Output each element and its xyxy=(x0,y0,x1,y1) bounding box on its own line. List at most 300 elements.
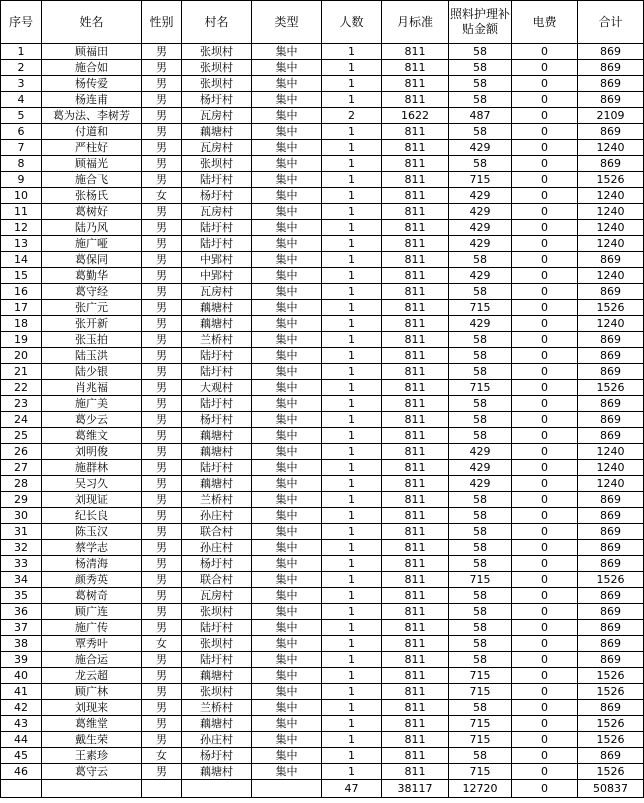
cell-type: 集中 xyxy=(252,700,322,716)
cell-count: 1 xyxy=(322,540,382,556)
cell-monthly-standard: 811 xyxy=(382,620,449,636)
cell-village: 藕塘村 xyxy=(182,316,252,332)
cell-village: 张坝村 xyxy=(182,684,252,700)
cell-total: 1526 xyxy=(578,716,644,732)
cell-gender: 男 xyxy=(142,524,182,540)
cell-village: 藕塘村 xyxy=(182,716,252,732)
cell-total: 1240 xyxy=(578,316,644,332)
cell-electricity: 0 xyxy=(512,124,578,140)
cell-count: 1 xyxy=(322,300,382,316)
cell-monthly-standard: 811 xyxy=(382,492,449,508)
table-row xyxy=(1,60,644,76)
header-count: 人数 xyxy=(322,1,382,44)
cell-care-subsidy: 715 xyxy=(449,716,512,732)
cell-monthly-standard: 811 xyxy=(382,508,449,524)
table-row xyxy=(1,300,644,316)
cell-total: 1240 xyxy=(578,220,644,236)
cell-village: 中郢村 xyxy=(182,268,252,284)
cell-monthly-standard: 811 xyxy=(382,380,449,396)
cell-count: 1 xyxy=(322,380,382,396)
cell-seq: 10 xyxy=(1,188,42,204)
cell-village: 陆圩村 xyxy=(182,172,252,188)
cell-name: 覃秀叶 xyxy=(42,636,142,652)
cell-total: 1240 xyxy=(578,140,644,156)
cell-electricity: 0 xyxy=(512,204,578,220)
cell-name: 陆玉洪 xyxy=(42,348,142,364)
cell-care-subsidy: 58 xyxy=(449,364,512,380)
cell-village: 陆圩村 xyxy=(182,396,252,412)
cell-total: 869 xyxy=(578,700,644,716)
cell-name: 施合飞 xyxy=(42,172,142,188)
total-care-subsidy: 12720 xyxy=(449,780,512,798)
cell-monthly-standard: 811 xyxy=(382,572,449,588)
cell-name: 陈玉汉 xyxy=(42,524,142,540)
cell-type: 集中 xyxy=(252,364,322,380)
cell-gender: 男 xyxy=(142,332,182,348)
cell-village: 张坝村 xyxy=(182,76,252,92)
cell-total: 1240 xyxy=(578,188,644,204)
cell-electricity: 0 xyxy=(512,140,578,156)
table-row xyxy=(1,380,644,396)
cell-gender: 男 xyxy=(142,700,182,716)
cell-care-subsidy: 58 xyxy=(449,556,512,572)
cell-total: 869 xyxy=(578,492,644,508)
table-row xyxy=(1,652,644,668)
cell-name: 颜秀英 xyxy=(42,572,142,588)
header-seq: 序号 xyxy=(1,1,42,44)
table-row xyxy=(1,316,644,332)
header-electricity: 电费 xyxy=(512,1,578,44)
table-row xyxy=(1,252,644,268)
cell-type: 集中 xyxy=(252,236,322,252)
cell-count: 1 xyxy=(322,364,382,380)
cell-type: 集中 xyxy=(252,748,322,764)
cell-electricity: 0 xyxy=(512,172,578,188)
cell-type: 集中 xyxy=(252,76,322,92)
cell-gender: 男 xyxy=(142,380,182,396)
cell-name: 葛守经 xyxy=(42,284,142,300)
cell-gender: 男 xyxy=(142,732,182,748)
cell-care-subsidy: 58 xyxy=(449,412,512,428)
cell-count: 1 xyxy=(322,508,382,524)
cell-name: 顾广林 xyxy=(42,684,142,700)
cell-monthly-standard: 811 xyxy=(382,732,449,748)
cell-care-subsidy: 58 xyxy=(449,44,512,60)
cell-type: 集中 xyxy=(252,92,322,108)
cell-village: 藕塘村 xyxy=(182,124,252,140)
cell-village: 藕塘村 xyxy=(182,668,252,684)
cell-name: 肖兆福 xyxy=(42,380,142,396)
cell-electricity: 0 xyxy=(512,108,578,124)
cell-village: 藕塘村 xyxy=(182,428,252,444)
cell-total: 1526 xyxy=(578,172,644,188)
cell-village: 大观村 xyxy=(182,380,252,396)
cell-electricity: 0 xyxy=(512,620,578,636)
cell-seq: 16 xyxy=(1,284,42,300)
cell-village: 陆圩村 xyxy=(182,460,252,476)
cell-seq: 13 xyxy=(1,236,42,252)
cell-care-subsidy: 715 xyxy=(449,764,512,780)
cell-name: 葛维堂 xyxy=(42,716,142,732)
cell-care-subsidy: 715 xyxy=(449,732,512,748)
cell-total: 869 xyxy=(578,412,644,428)
cell-care-subsidy: 58 xyxy=(449,428,512,444)
cell-seq: 38 xyxy=(1,636,42,652)
header-total: 合计 xyxy=(578,1,644,44)
cell-monthly-standard: 811 xyxy=(382,364,449,380)
cell-name: 刘现来 xyxy=(42,700,142,716)
cell-name: 施广哑 xyxy=(42,236,142,252)
cell-total: 2109 xyxy=(578,108,644,124)
cell-village: 杨圩村 xyxy=(182,188,252,204)
cell-electricity: 0 xyxy=(512,380,578,396)
cell-type: 集中 xyxy=(252,332,322,348)
cell-village: 陆圩村 xyxy=(182,652,252,668)
table-row xyxy=(1,348,644,364)
cell-total: 1526 xyxy=(578,572,644,588)
cell-gender: 男 xyxy=(142,668,182,684)
cell-village: 瓦房村 xyxy=(182,204,252,220)
cell-count: 1 xyxy=(322,684,382,700)
cell-count: 1 xyxy=(322,476,382,492)
cell-count: 1 xyxy=(322,76,382,92)
cell-electricity: 0 xyxy=(512,92,578,108)
cell-gender: 男 xyxy=(142,412,182,428)
cell-village: 张坝村 xyxy=(182,60,252,76)
cell-monthly-standard: 811 xyxy=(382,556,449,572)
cell-count: 1 xyxy=(322,348,382,364)
cell-electricity: 0 xyxy=(512,572,578,588)
cell-electricity: 0 xyxy=(512,44,578,60)
table-row xyxy=(1,684,644,700)
table-row xyxy=(1,92,644,108)
cell-name: 施群林 xyxy=(42,460,142,476)
cell-type: 集中 xyxy=(252,652,322,668)
cell-seq: 20 xyxy=(1,348,42,364)
cell-seq: 1 xyxy=(1,44,42,60)
cell-monthly-standard: 811 xyxy=(382,188,449,204)
cell-total: 869 xyxy=(578,652,644,668)
cell-count: 1 xyxy=(322,588,382,604)
cell-gender: 男 xyxy=(142,396,182,412)
cell-type: 集中 xyxy=(252,412,322,428)
cell-care-subsidy: 429 xyxy=(449,188,512,204)
cell-seq: 37 xyxy=(1,620,42,636)
cell-monthly-standard: 1622 xyxy=(382,108,449,124)
cell-monthly-standard: 811 xyxy=(382,332,449,348)
cell-care-subsidy: 58 xyxy=(449,284,512,300)
cell-seq: 29 xyxy=(1,492,42,508)
cell-total: 869 xyxy=(578,396,644,412)
cell-name: 陆乃风 xyxy=(42,220,142,236)
cell-monthly-standard: 811 xyxy=(382,44,449,60)
cell-name: 张杨氏 xyxy=(42,188,142,204)
cell-gender: 男 xyxy=(142,108,182,124)
cell-electricity: 0 xyxy=(512,60,578,76)
cell-type: 集中 xyxy=(252,348,322,364)
cell-total: 1240 xyxy=(578,268,644,284)
cell-seq: 28 xyxy=(1,476,42,492)
cell-electricity: 0 xyxy=(512,604,578,620)
cell-type: 集中 xyxy=(252,300,322,316)
cell-electricity: 0 xyxy=(512,748,578,764)
cell-gender: 男 xyxy=(142,428,182,444)
cell-total: 869 xyxy=(578,124,644,140)
cell-care-subsidy: 429 xyxy=(449,316,512,332)
table-row xyxy=(1,188,644,204)
cell-seq: 4 xyxy=(1,92,42,108)
cell-care-subsidy: 58 xyxy=(449,348,512,364)
cell-gender: 男 xyxy=(142,92,182,108)
table-row xyxy=(1,716,644,732)
cell-gender: 男 xyxy=(142,60,182,76)
cell-count: 1 xyxy=(322,332,382,348)
cell-village: 瓦房村 xyxy=(182,108,252,124)
cell-monthly-standard: 811 xyxy=(382,268,449,284)
cell-care-subsidy: 715 xyxy=(449,572,512,588)
cell-monthly-standard: 811 xyxy=(382,444,449,460)
cell-gender: 男 xyxy=(142,348,182,364)
cell-seq: 45 xyxy=(1,748,42,764)
cell-name: 葛树奇 xyxy=(42,588,142,604)
cell-electricity: 0 xyxy=(512,348,578,364)
table-row xyxy=(1,604,644,620)
cell-gender: 男 xyxy=(142,124,182,140)
cell-total: 869 xyxy=(578,588,644,604)
cell-gender: 女 xyxy=(142,636,182,652)
cell-electricity: 0 xyxy=(512,492,578,508)
cell-electricity: 0 xyxy=(512,76,578,92)
cell-village: 陆圩村 xyxy=(182,236,252,252)
cell-gender: 男 xyxy=(142,588,182,604)
cell-total: 869 xyxy=(578,252,644,268)
cell-care-subsidy: 58 xyxy=(449,124,512,140)
cell-count: 1 xyxy=(322,524,382,540)
cell-name: 顾广连 xyxy=(42,604,142,620)
cell-gender: 男 xyxy=(142,364,182,380)
cell-total: 1526 xyxy=(578,684,644,700)
cell-care-subsidy: 58 xyxy=(449,540,512,556)
cell-count: 1 xyxy=(322,140,382,156)
table-row xyxy=(1,76,644,92)
header-gender: 性别 xyxy=(142,1,182,44)
cell-type: 集中 xyxy=(252,108,322,124)
cell-care-subsidy: 58 xyxy=(449,700,512,716)
totals-row xyxy=(1,780,644,798)
cell-gender: 男 xyxy=(142,620,182,636)
cell-total: 1526 xyxy=(578,380,644,396)
cell-electricity: 0 xyxy=(512,556,578,572)
cell-seq: 41 xyxy=(1,684,42,700)
table-row xyxy=(1,44,644,60)
cell-seq: 44 xyxy=(1,732,42,748)
cell-monthly-standard: 811 xyxy=(382,604,449,620)
cell-total: 1240 xyxy=(578,204,644,220)
table-row xyxy=(1,204,644,220)
cell-gender: 男 xyxy=(142,460,182,476)
cell-electricity: 0 xyxy=(512,300,578,316)
cell-electricity: 0 xyxy=(512,636,578,652)
cell-electricity: 0 xyxy=(512,716,578,732)
totals-cell xyxy=(252,780,322,798)
cell-monthly-standard: 811 xyxy=(382,668,449,684)
cell-electricity: 0 xyxy=(512,668,578,684)
cell-electricity: 0 xyxy=(512,268,578,284)
cell-care-subsidy: 58 xyxy=(449,652,512,668)
cell-village: 联合村 xyxy=(182,572,252,588)
cell-count: 1 xyxy=(322,396,382,412)
cell-seq: 18 xyxy=(1,316,42,332)
cell-total: 869 xyxy=(578,636,644,652)
cell-gender: 男 xyxy=(142,572,182,588)
cell-gender: 男 xyxy=(142,44,182,60)
table-row xyxy=(1,124,644,140)
cell-count: 1 xyxy=(322,252,382,268)
cell-seq: 36 xyxy=(1,604,42,620)
cell-care-subsidy: 58 xyxy=(449,76,512,92)
cell-name: 施广传 xyxy=(42,620,142,636)
table-row xyxy=(1,172,644,188)
cell-total: 869 xyxy=(578,540,644,556)
cell-total: 1240 xyxy=(578,476,644,492)
cell-total: 869 xyxy=(578,284,644,300)
cell-electricity: 0 xyxy=(512,476,578,492)
cell-seq: 6 xyxy=(1,124,42,140)
cell-count: 1 xyxy=(322,412,382,428)
cell-type: 集中 xyxy=(252,604,322,620)
cell-monthly-standard: 811 xyxy=(382,236,449,252)
cell-total: 1526 xyxy=(578,300,644,316)
cell-total: 869 xyxy=(578,348,644,364)
cell-type: 集中 xyxy=(252,316,322,332)
cell-name: 顾福田 xyxy=(42,44,142,60)
cell-seq: 27 xyxy=(1,460,42,476)
cell-gender: 男 xyxy=(142,172,182,188)
cell-type: 集中 xyxy=(252,444,322,460)
cell-village: 瓦房村 xyxy=(182,284,252,300)
cell-electricity: 0 xyxy=(512,428,578,444)
table-row xyxy=(1,748,644,764)
cell-monthly-standard: 811 xyxy=(382,764,449,780)
header-row xyxy=(1,1,644,44)
table-row xyxy=(1,700,644,716)
cell-count: 1 xyxy=(322,92,382,108)
cell-name: 纪长良 xyxy=(42,508,142,524)
cell-village: 张坝村 xyxy=(182,636,252,652)
cell-electricity: 0 xyxy=(512,364,578,380)
cell-seq: 42 xyxy=(1,700,42,716)
cell-count: 1 xyxy=(322,604,382,620)
cell-total: 869 xyxy=(578,556,644,572)
cell-name: 付道和 xyxy=(42,124,142,140)
cell-seq: 19 xyxy=(1,332,42,348)
cell-type: 集中 xyxy=(252,124,322,140)
cell-village: 兰桥村 xyxy=(182,332,252,348)
cell-monthly-standard: 811 xyxy=(382,524,449,540)
total-count: 47 xyxy=(322,780,382,798)
cell-monthly-standard: 811 xyxy=(382,412,449,428)
cell-care-subsidy: 429 xyxy=(449,220,512,236)
cell-type: 集中 xyxy=(252,60,322,76)
cell-village: 杨圩村 xyxy=(182,748,252,764)
header-name: 姓名 xyxy=(42,1,142,44)
cell-village: 孙庄村 xyxy=(182,732,252,748)
cell-gender: 女 xyxy=(142,188,182,204)
cell-seq: 26 xyxy=(1,444,42,460)
cell-total: 869 xyxy=(578,92,644,108)
cell-count: 1 xyxy=(322,492,382,508)
cell-seq: 40 xyxy=(1,668,42,684)
cell-electricity: 0 xyxy=(512,316,578,332)
cell-total: 869 xyxy=(578,620,644,636)
cell-gender: 男 xyxy=(142,684,182,700)
cell-village: 张坝村 xyxy=(182,44,252,60)
cell-gender: 男 xyxy=(142,204,182,220)
totals-cell xyxy=(142,780,182,798)
cell-monthly-standard: 811 xyxy=(382,60,449,76)
cell-type: 集中 xyxy=(252,636,322,652)
cell-type: 集中 xyxy=(252,716,322,732)
cell-monthly-standard: 811 xyxy=(382,460,449,476)
cell-care-subsidy: 58 xyxy=(449,588,512,604)
cell-name: 施合运 xyxy=(42,652,142,668)
cell-monthly-standard: 811 xyxy=(382,76,449,92)
cell-type: 集中 xyxy=(252,252,322,268)
table-row xyxy=(1,236,644,252)
cell-total: 869 xyxy=(578,748,644,764)
cell-care-subsidy: 58 xyxy=(449,524,512,540)
cell-type: 集中 xyxy=(252,556,322,572)
cell-name: 陆少银 xyxy=(42,364,142,380)
cell-count: 2 xyxy=(322,108,382,124)
cell-name: 杨清海 xyxy=(42,556,142,572)
table-row xyxy=(1,220,644,236)
cell-count: 1 xyxy=(322,444,382,460)
cell-count: 1 xyxy=(322,732,382,748)
cell-name: 葛为法、李树芳 xyxy=(42,108,142,124)
cell-care-subsidy: 58 xyxy=(449,156,512,172)
cell-count: 1 xyxy=(322,172,382,188)
cell-count: 1 xyxy=(322,556,382,572)
cell-care-subsidy: 58 xyxy=(449,748,512,764)
cell-count: 1 xyxy=(322,700,382,716)
cell-gender: 男 xyxy=(142,316,182,332)
cell-type: 集中 xyxy=(252,684,322,700)
cell-electricity: 0 xyxy=(512,764,578,780)
cell-seq: 7 xyxy=(1,140,42,156)
cell-count: 1 xyxy=(322,188,382,204)
cell-name: 蔡学志 xyxy=(42,540,142,556)
cell-name: 葛维文 xyxy=(42,428,142,444)
cell-seq: 35 xyxy=(1,588,42,604)
cell-name: 严柱好 xyxy=(42,140,142,156)
table-row xyxy=(1,412,644,428)
cell-count: 1 xyxy=(322,236,382,252)
cell-gender: 女 xyxy=(142,748,182,764)
cell-name: 张开新 xyxy=(42,316,142,332)
cell-monthly-standard: 811 xyxy=(382,172,449,188)
table-row xyxy=(1,444,644,460)
table-row xyxy=(1,284,644,300)
header-care-subsidy: 照料护理补贴金额 xyxy=(449,1,512,44)
cell-care-subsidy: 429 xyxy=(449,268,512,284)
cell-count: 1 xyxy=(322,60,382,76)
cell-name: 施合如 xyxy=(42,60,142,76)
cell-care-subsidy: 429 xyxy=(449,444,512,460)
cell-electricity: 0 xyxy=(512,540,578,556)
cell-village: 陆圩村 xyxy=(182,348,252,364)
cell-total: 1240 xyxy=(578,236,644,252)
